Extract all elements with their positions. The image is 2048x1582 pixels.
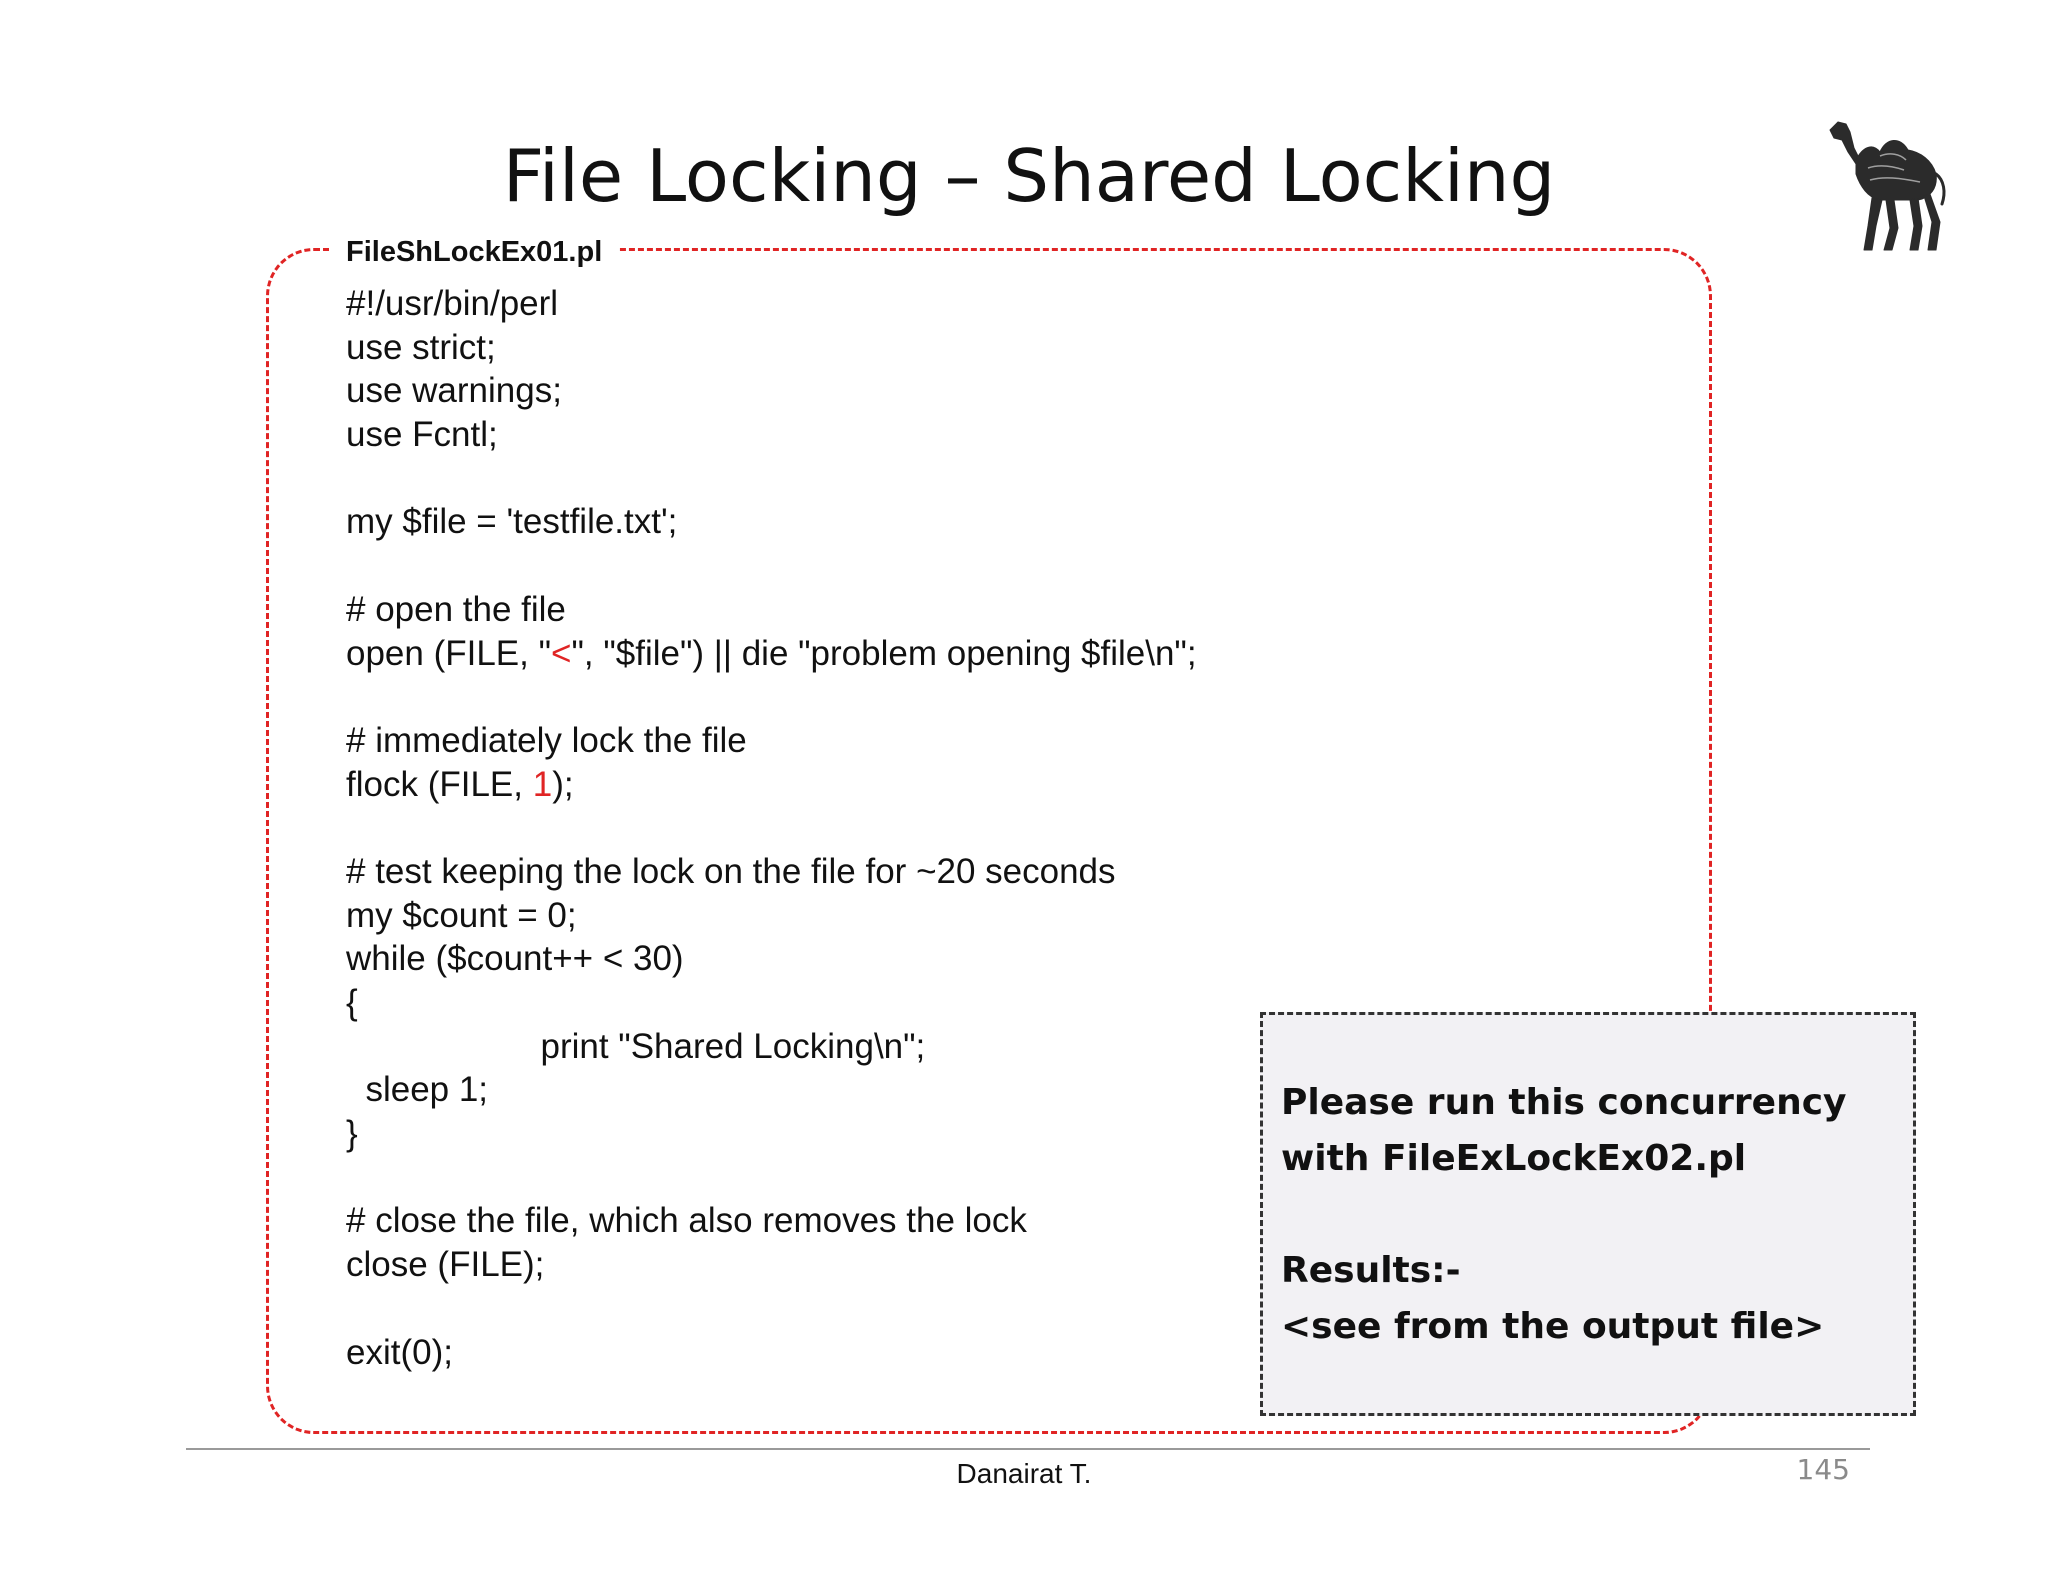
code-line: exit(0); — [346, 1332, 453, 1372]
code-line: use warnings; — [346, 371, 562, 411]
code-highlight: 1 — [532, 764, 553, 804]
code-filename: FileShLockEx01.pl — [332, 234, 618, 270]
code-line: #!/usr/bin/perl — [346, 284, 559, 323]
code-line — [346, 544, 1346, 588]
code-line: # close the file, which also removes the lock — [346, 1201, 1027, 1241]
code-line: print "Shared Locking\n"; — [346, 1026, 926, 1066]
code-line: # open the file — [346, 589, 566, 629]
code-line — [346, 1156, 1346, 1200]
code-line: } — [346, 1114, 358, 1154]
code-line: use Fcntl; — [346, 415, 498, 455]
code-text: open (FILE, " — [346, 633, 552, 673]
note-instruction: Please run this concurrency — [1281, 1082, 1847, 1123]
code-line: close (FILE); — [346, 1245, 545, 1285]
code-line — [346, 457, 1346, 501]
code-line: # immediately lock the file — [346, 720, 747, 760]
code-line — [346, 1287, 1346, 1331]
code-line: while ($count++ < 30) — [346, 939, 684, 979]
code-line: my $count = 0; — [346, 895, 577, 935]
footer-author: Danairat T. — [956, 1458, 1092, 1489]
note-instruction: with FileExLockEx02.pl — [1281, 1138, 1747, 1179]
code-line: # test keeping the lock on the file for ~20 seconds — [346, 851, 1116, 891]
note-results-value: <see from the output file> — [1281, 1306, 1825, 1347]
footer-divider — [186, 1448, 1870, 1450]
code-block — [346, 282, 1346, 1374]
code-line: { — [346, 983, 358, 1022]
code-highlight: < — [551, 633, 572, 673]
code-line — [346, 806, 1346, 850]
note-box — [1260, 1012, 1916, 1416]
perl-camel-icon — [1820, 108, 1960, 258]
code-line: use strict; — [346, 327, 496, 367]
code-line — [346, 763, 1346, 807]
code-line — [346, 675, 1346, 719]
note-spacer — [1281, 1187, 1893, 1243]
code-text: ", "$file") || die "problem opening $file\n"; — [571, 633, 1197, 673]
code-line — [346, 632, 1346, 676]
code-text: flock (FILE, — [346, 764, 533, 804]
code-line: sleep 1; — [346, 1070, 489, 1110]
code-text: ); — [552, 764, 574, 804]
note-results-label: Results:- — [1281, 1250, 1461, 1291]
page-number: 145 — [1796, 1453, 1850, 1486]
slide-title: File Locking – Shared Locking — [502, 134, 1556, 218]
code-line: my $file = 'testfile.txt'; — [346, 502, 678, 542]
